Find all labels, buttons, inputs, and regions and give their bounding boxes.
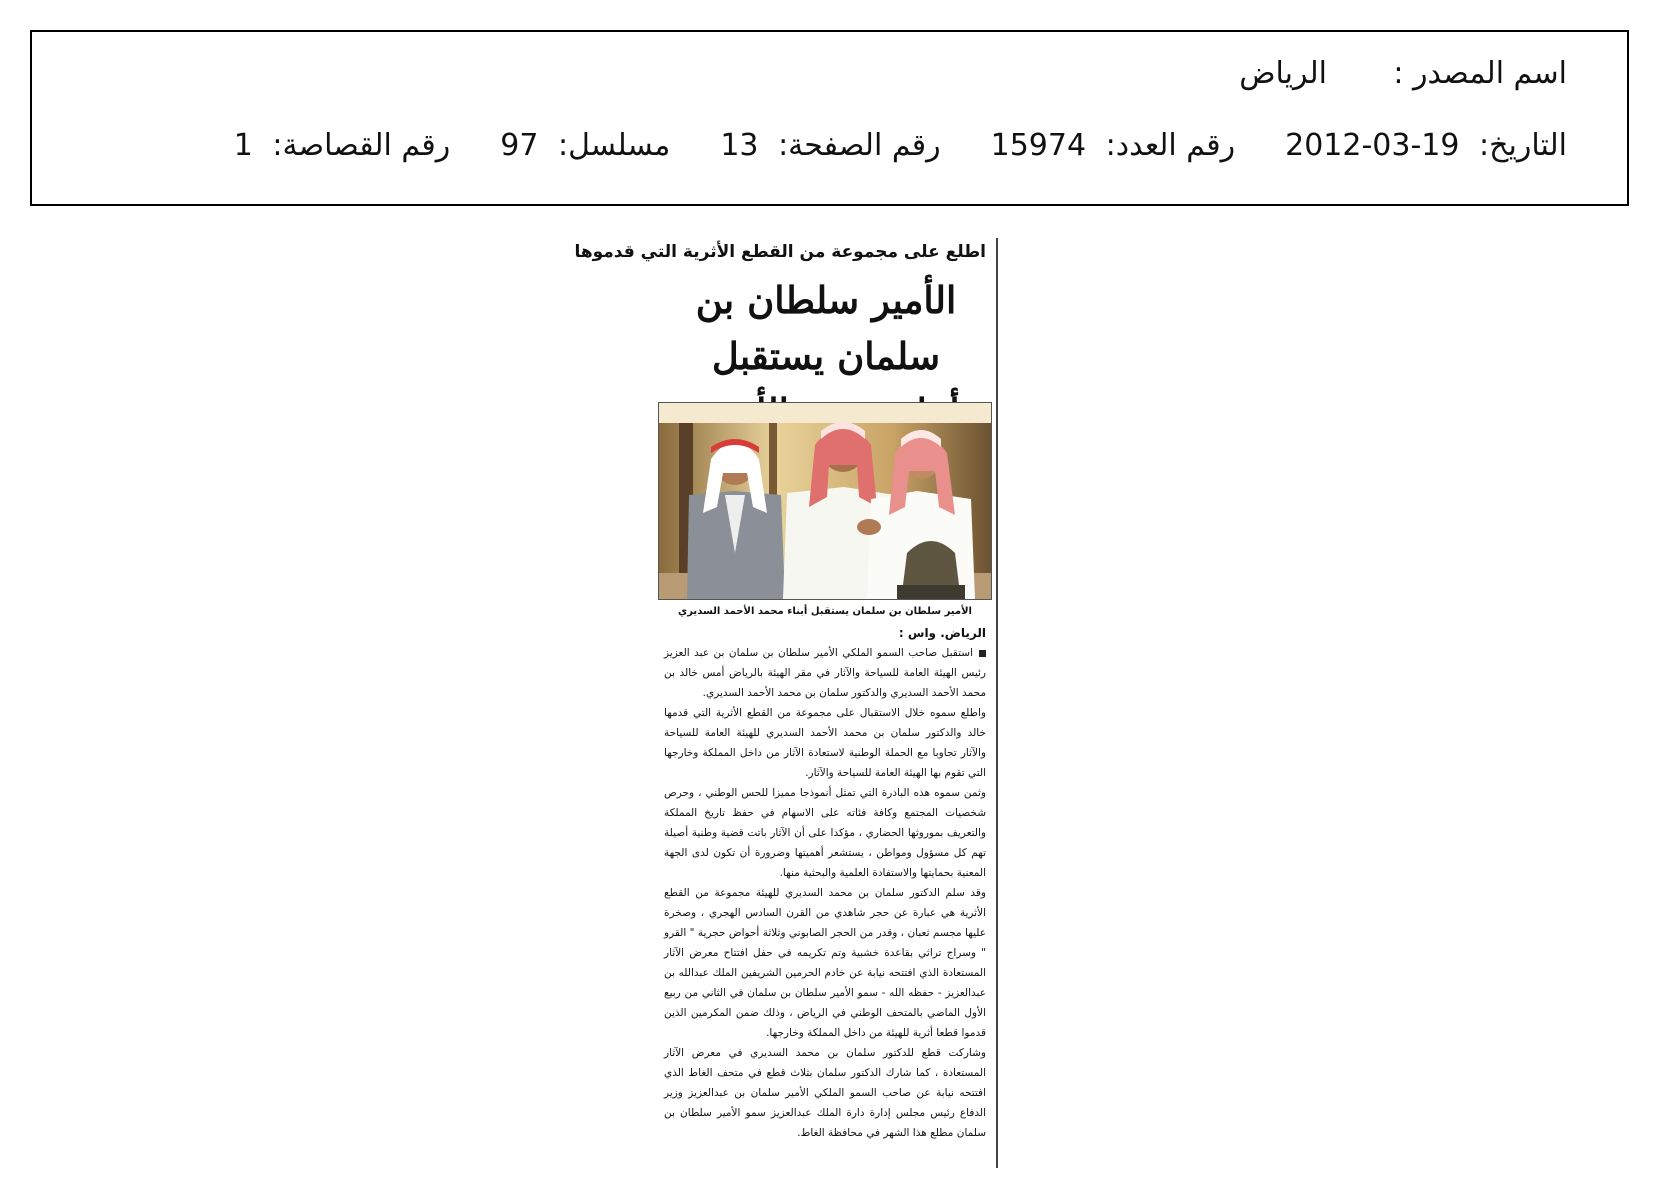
clip-number-field	[234, 128, 450, 163]
bullet-square-icon	[979, 650, 986, 657]
photo-illustration	[659, 403, 991, 599]
article-body	[664, 643, 986, 1143]
article-kicker: اطلع على مجموعة من القطع الأثرية التي قدموها	[574, 242, 986, 262]
article-paragraph: واطلع سموه خلال الاستقبال على مجموعة من القطع الأثرية التي قدمها خالد والدكتور سلمان بن محمد الأحمد السديري للهيئة العامة للسياحة والآثار تجاوبا مع الحملة الوطنية لاستعادة الآثار من داخل المملكة وخارجها التي تقوم بها الهيئة العامة للسياحة والآثار.	[664, 707, 986, 779]
page-value: 13	[720, 128, 759, 163]
newspaper-clipping	[574, 238, 998, 1168]
column-rule	[996, 238, 998, 1168]
photo-caption: الأمير سلطان بن سلمان يستقبل أبناء محمد الأحمد السديري	[678, 606, 972, 617]
source-info-box	[30, 30, 1629, 206]
date-field	[1285, 128, 1567, 163]
issue-label: رقم العدد:	[1105, 128, 1236, 163]
article-dateline: الرياض. واس :	[898, 626, 986, 640]
source-value: الرياض	[1239, 56, 1327, 91]
clip-number-label: رقم القصاصة:	[272, 128, 451, 163]
article-photo	[658, 402, 992, 600]
serial-value: 97	[500, 128, 539, 163]
issue-field	[991, 128, 1235, 163]
source-label: اسم المصدر :	[1393, 56, 1567, 91]
publication-details-row	[234, 128, 1567, 163]
issue-value: 15974	[990, 128, 1087, 163]
page-label: رقم الصفحة:	[778, 128, 941, 163]
article-paragraph: وشاركت قطع للدكتور سلمان بن محمد السديري في معرض الآثار المستعادة ، كما شارك الدكتور سلمان بثلاث قطع في متحف الغاط الذي افتتحه نيابة عن صاحب السمو الملكي الأمير سلمان بن عبدالعزيز وزير الدفاع رئيس مجلس إدارة دارة الملك عبدالعزيز سمو الأمير سلطان بن سلمان مطلع هذا الشهر في محافظة الغاط.	[664, 1047, 986, 1139]
date-value: 2012-03-19	[1285, 128, 1460, 163]
article-paragraph: وقد سلم الدكتور سلمان بن محمد السديري للهيئة مجموعة من القطع الأثرية هي عبارة عن حجر شاهدي من القرن السادس الهجري ، وصخرة عليها مجسم ثعبان ، وقدر من الحجر الصابوني وثلاثة أحواض حجرية " القرو " وسراج تراثي بقاعدة خشبية وتم تكريمه في حفل افتتاح معرض الآثار المستعادة الذي افتتحه نيابة عن خادم الحرمين الشريفين الملك عبدالله بن عبدالعزيز - حفظه الله - سمو الأمير سلطان بن سلمان في الثاني من ربيع الأول الماضي بالمتحف الوطني في الرياض ، وذلك ضمن المكرمين الذين قدموا قطعا أثرية للهيئة من داخل المملكة وخارجها.	[664, 887, 986, 1039]
paragraph-text: استقبل صاحب السمو الملكي الأمير سلطان بن سلمان بن عبد العزيز رئيس الهيئة العامة للسياحة والآثار في مقر الهيئة بالرياض أمس خالد بن محمد الأحمد السديري والدكتور سلمان بن محمد الأحمد السديري.	[664, 647, 986, 699]
serial-label: مسلسل:	[557, 128, 671, 163]
date-label: التاريخ:	[1479, 128, 1567, 163]
headline-line-1: الأمير سلطان بن سلمان يستقبل	[695, 278, 957, 378]
article-paragraph	[664, 643, 986, 703]
article-paragraph: وثمن سموه هذه البادرة التي تمثل أنموذجا مميزا للحس الوطني ، وحرص شخصيات المجتمع وكافة فئاته على الاسهام في حفظ تاريخ المملكة والتعريف بموروثها الحضاري ، مؤكدا على أن الآثار باتت قضية وطنية أصيلة تهم كل مسؤول ومواطن ، يستشعر أهميتها وضرورة أن تكون لدى الجهة المعنية بحمايتها والاستفادة العلمية والبحثية منها.	[664, 787, 986, 879]
page-field	[720, 128, 940, 163]
source-row	[1239, 56, 1567, 91]
clip-number-value: 1	[233, 128, 253, 163]
serial-field	[500, 128, 670, 163]
